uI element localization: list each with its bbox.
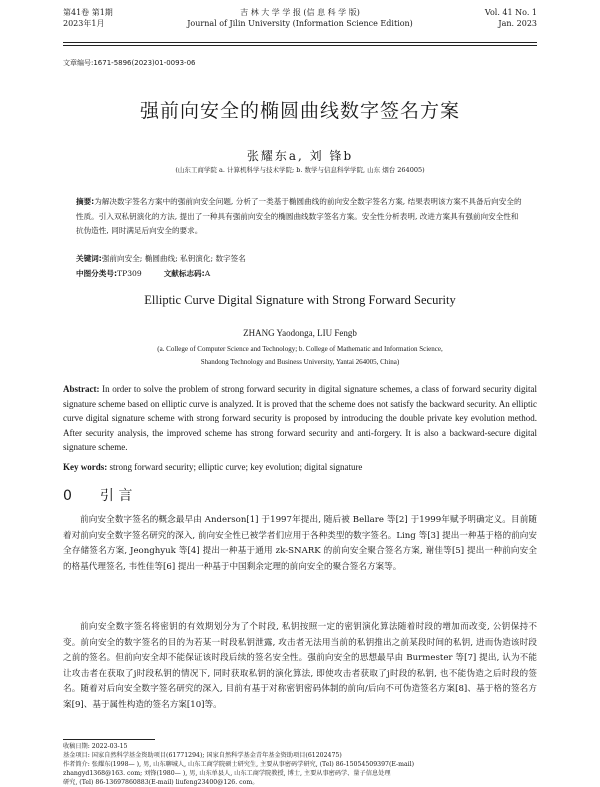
footnotes	[63, 742, 537, 787]
section-number: 0	[63, 488, 72, 504]
footnote-rule	[63, 739, 155, 740]
journal-name-en: Journal of Jilin University (Information Science Edition)	[187, 19, 413, 28]
paragraph-text: 前向安全数字签名将密钥的有效期划分为了个时段, 私钥按照一定的密钥演化算法随着时段的增加而改变, 公钥保持不变。前向安全的数字签名的目的为若某一时段私钥泄露, 攻击者无法用当前的私钥推出之前某段时间的私钥, 进而伪造该时段之前的签名。但前向安全却不能保证该时段后续的签名安全性。强前向安全的思想最早由 Burmester 等[7] 提出, 认为不能让攻击者在获取了j时段私钥的情况下, 同时获取私钥的演化算法, 即使攻击者获取了j时段的私钥, 也不能伪造之后时段的签名。随着对后向安全数字签名研究的深入, 目前有基于对称密钥密码体制的前向/后向不可伪造签名方案[8]、基于格的签名方案[9]、基于属性构造的签名方案[10]等。	[63, 622, 537, 710]
volume-issue-en: Vol. 41 No. 1	[484, 8, 537, 17]
abstract-en-text: In order to solve the problem of strong forward security in digital signature schemes, a class of forward security digital signature scheme based on elliptic curve is analyzed. It is proved that the scheme does not satisfy the backward security. An elliptic curve digital signature scheme with strong forward security is proposed by introducing the double private key evolution method. After security analysis, the improved scheme has strong forward security and anti-forgery. It is also a backward-secure digital signature scheme.	[63, 384, 537, 453]
date-cn: 2023年1月	[63, 19, 105, 28]
footnote-author-1: 作者简介: 张耀东(1998— ), 男, 山东聊城人, 山东工商学院硕士研究生, 主要从事密码学研究, (Tel) 86-15054509397(E-mail)	[63, 761, 415, 768]
footnote-author-2: zhangyd1368@163. com; 刘锋(1980— ), 男, 山东单县人, 山东工商学院教授, 博士, 主要从事密码学、量子信息处理	[63, 770, 391, 777]
header-rule-thin	[63, 45, 537, 46]
section-heading	[63, 485, 132, 505]
footnote-fund: 基金项目: 国家自然科学基金资助项目(61771294); 国家自然科学基金青年基金资助项目(61202475)	[63, 752, 342, 759]
classification-line	[76, 268, 210, 279]
author-names-cn: 张耀东a, 刘 锋b	[246, 149, 354, 163]
keywords-cn-label: 关键词:	[76, 254, 102, 263]
author-names-en: ZHANG Yaodonga, LIU Fengb	[243, 328, 357, 338]
abstract-en-label: Abstract:	[63, 384, 100, 394]
keywords-en	[63, 462, 362, 472]
keywords-cn-text: 强前向安全; 椭圆曲线; 私钥演化; 数字签名	[101, 254, 246, 263]
article-number: 文章编号:1671-5896(2023)01-0093-06	[63, 59, 196, 67]
body-paragraph-1	[63, 513, 537, 575]
volume-issue-cn: 第41卷 第1期	[63, 8, 113, 17]
footnote-author-3: 研究, (Tel) 86-13697860883(E-mail) liufeng23400@126. com。	[63, 779, 259, 786]
clc-value: TP309	[117, 269, 142, 278]
abstract-cn-text: 为解决数字签名方案中的强前向安全问题, 分析了一类基于椭圆曲线的前向安全数字签名方案, 结果表明该方案不具备后向安全的性质。引入双私钥演化的方法, 提出了一种具有强前向安全的椭圆曲线数字签名方案。安全性分析表明, 改进方案具有强前向安全性和抗伪造性, 同时满足后向安全的要求。	[76, 197, 522, 235]
abstract-cn-label: 摘要:	[76, 197, 95, 206]
keywords-en-label: Key words:	[63, 462, 108, 472]
abstract-en	[63, 382, 537, 455]
header-center	[63, 7, 537, 29]
paragraph-text: 前向安全数字签名的概念最早由 Anderson[1] 于1997年提出, 随后被 Bellare 等[2] 于1999年赋予明确定义。目前随着对前向安全数字签名研究的深入, 前向安全性已被学者们应用于各种类型的数字签名。Ling 等[3] 提出一种基于格的前向安全存储签名方案, Jeonghyuk 等[4] 提出一种基于通用 zk-SNARK 的前向安全聚合签名方案, 谢佳等[5] 提出一种前向安全的格基代理签名, 韦性佳等[6] 提出一种基于中国剩余定理的前向安全的聚合签名方案等。	[63, 515, 537, 572]
affiliation-en-line2: Shandong Technology and Business University, Yantai 264005, China)	[200, 358, 400, 366]
section-title: 引 言	[99, 488, 133, 504]
header-rule-thick	[63, 42, 537, 43]
doc-code-value: A	[204, 269, 211, 278]
doc-code-label: 文献标志码:	[163, 269, 205, 278]
paper-title-en: Elliptic Curve Digital Signature with Strong Forward Security	[144, 293, 456, 307]
clc-label: 中图分类号:	[76, 269, 118, 278]
keywords-en-text: strong forward security; elliptic curve; key evolution; digital signature	[109, 462, 363, 472]
affiliation-en-line1: (a. College of Computer Science and Technology; b. College of Mathematic and Information Science,	[157, 345, 443, 353]
body-paragraph-2	[63, 620, 537, 714]
journal-name-cn: 吉 林 大 学 学 报 (信 息 科 学 版)	[240, 8, 360, 17]
affiliation-cn: (山东工商学院 a. 计算机科学与技术学院; b. 数学与信息科学学院, 山东 烟台 264005)	[175, 166, 425, 174]
keywords-cn	[76, 253, 246, 264]
affiliation-en	[110, 343, 490, 369]
abstract-cn	[76, 195, 526, 239]
header-right	[485, 7, 537, 29]
paper-title-cn: 强前向安全的椭圆曲线数字签名方案	[139, 100, 460, 122]
footnote-received: 收稿日期: 2022-03-15	[63, 743, 128, 750]
running-header	[63, 7, 537, 39]
date-en: Jan. 2023	[498, 19, 537, 28]
